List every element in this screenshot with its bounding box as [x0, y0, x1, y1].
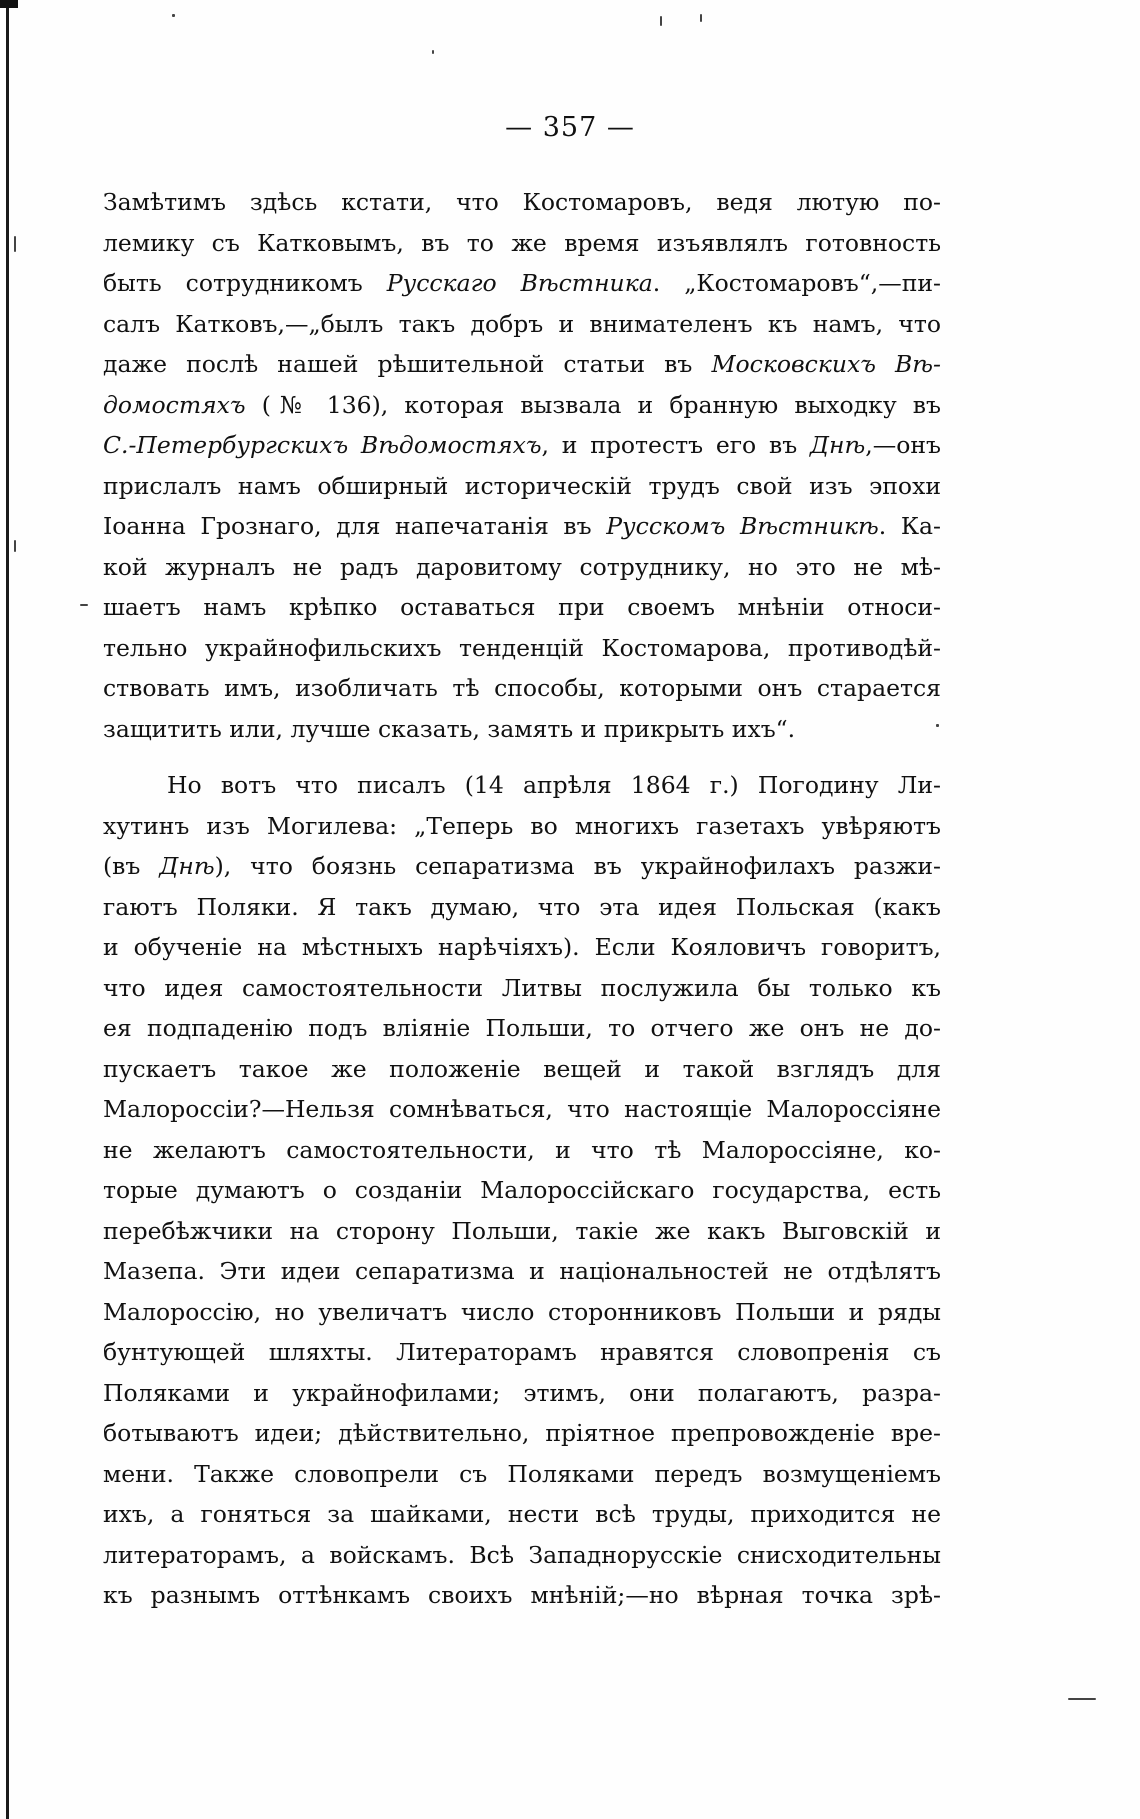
text-segment: ея подпаденію подъ вліяніе Польши, то отчего же онъ не до- [103, 1014, 941, 1042]
text-segment: не желаютъ самостоятельности, и что тѣ Малороссіяне, ко- [103, 1135, 941, 1164]
text-segment: даже послѣ нашей рѣшительной статьи въ [103, 350, 712, 378]
text-segment: Малороссію, но увеличатъ число сторонниковъ Польши и ряды [103, 1297, 941, 1326]
italic-text-segment: Московскихъ Вѣ- [711, 350, 941, 378]
text-segment: перебѣжчики на сторону Польши, такіе же какъ Выговскій и [103, 1216, 941, 1245]
text-line [103, 506, 941, 547]
text-line [103, 846, 941, 887]
text-segment: ), что боязнь сепаратизма въ украйнофилахъ разжи- [214, 852, 941, 880]
text-line [103, 1130, 941, 1171]
text-segment: . „Костомаровъ“,—пи- [652, 269, 941, 297]
text-segment: ствовать имъ, изобличать тѣ способы, которыми онъ старается [103, 674, 941, 702]
corner-mark [0, 0, 18, 8]
text-segment: ,—онъ [865, 431, 941, 459]
italic-text-segment: Русскомъ Вѣстникѣ [606, 512, 879, 540]
text-segment: пускаетъ такое же положеніе вещей и такой взглядъ для [103, 1054, 941, 1083]
text-line [103, 1494, 941, 1535]
body-text [103, 182, 941, 1616]
text-segment: (въ [103, 852, 160, 880]
text-line [103, 587, 941, 628]
page-edge-line [6, 0, 9, 1819]
text-line [103, 223, 941, 264]
text-line [103, 887, 941, 928]
text-segment: и обученіе на мѣстныхъ нарѣчіяхъ). Если Кояловичъ говоритъ, [103, 933, 941, 961]
text-segment: тельно украйнофильскихъ тенденцій Костомарова, противодѣй- [103, 633, 941, 662]
text-segment: къ разнымъ оттѣнкамъ своихъ мнѣній;—но вѣрная точка зрѣ- [103, 1581, 941, 1609]
text-line [103, 1211, 941, 1252]
text-segment: хутинъ изъ Могилева: „Теперь во многихъ газетахъ увѣряютъ [103, 811, 941, 840]
text-line [103, 263, 941, 304]
text-segment: Замѣтимъ здѣсь кстати, что Костомаровъ, ведя лютую по- [103, 188, 941, 216]
page-number: — 357 — [505, 112, 635, 143]
text-line [103, 304, 941, 345]
text-segment: Мазепа. Эти идеи сепаратизма и національностей не отдѣлятъ [103, 1257, 941, 1285]
text-line [103, 466, 941, 507]
text-segment: литераторамъ, а войскамъ. Всѣ Западнорусскіе снисходительны [103, 1540, 941, 1569]
text-segment: . Ка- [878, 512, 941, 540]
speck [14, 540, 16, 552]
text-line [103, 1292, 941, 1333]
text-line [103, 1251, 941, 1292]
text-segment: гаютъ Поляки. Я такъ думаю, что эта идея Польская (какъ [103, 892, 941, 921]
text-line [103, 1535, 941, 1576]
italic-text-segment: Днѣ [809, 431, 866, 459]
text-line [103, 765, 941, 806]
text-line [103, 1413, 941, 1454]
text-segment: мени. Также словопрели съ Поляками передъ возмущеніемъ [103, 1459, 941, 1488]
speck [14, 236, 16, 252]
text-segment: ботываютъ идеи; дѣйствительно, пріятное препровожденіе вре- [103, 1419, 941, 1447]
text-line [103, 968, 941, 1009]
text-line [103, 668, 941, 709]
text-line [103, 344, 941, 385]
text-segment: Іоанна Грознаго, для напечатанія въ [103, 512, 607, 540]
text-line [103, 628, 941, 669]
text-segment: ихъ, а гоняться за шайками, нести всѣ труды, приходится не [103, 1500, 941, 1528]
text-segment: шаетъ намъ крѣпко оставаться при своемъ мнѣніи относи- [103, 593, 941, 621]
text-segment: кой журналъ не радъ даровитому сотруднику, но это не мѣ- [103, 552, 941, 581]
speck [172, 14, 175, 17]
italic-text-segment: Русскаго Вѣстника [386, 269, 653, 297]
text-segment: , и протестъ его въ [541, 431, 810, 459]
text-line [103, 1170, 941, 1211]
text-line [103, 1575, 941, 1616]
text-segment: Малороссіи?—Нельзя сомнѣваться, что настоящіе Малороссіяне [103, 1095, 941, 1123]
text-line [103, 806, 941, 847]
text-segment: торые думаютъ о созданіи Малороссійскаго государства, есть [103, 1176, 941, 1204]
text-line [103, 385, 941, 426]
text-line [103, 1008, 941, 1049]
text-segment: что идея самостоятельности Литвы послужила бы только къ [103, 973, 941, 1002]
text-segment: прислалъ намъ обширный историческій трудъ свой изъ эпохи [103, 471, 941, 500]
text-line [103, 182, 941, 223]
text-line [103, 709, 941, 750]
text-line [103, 1089, 941, 1130]
speck [80, 604, 88, 606]
italic-text-segment: С.-Петербургскихъ Вѣдомостяхъ [103, 431, 542, 459]
text-segment: лемику съ Катковымъ, въ то же время изъявлялъ готовность [103, 228, 941, 257]
italic-text-segment: домостяхъ [103, 390, 246, 419]
speck [432, 50, 434, 54]
text-line [103, 425, 941, 466]
text-line [103, 1049, 941, 1090]
text-segment: защитить или, лучше сказать, замять и прикрыть ихъ“. [103, 714, 796, 743]
italic-text-segment: Днѣ [159, 852, 215, 880]
speck [700, 14, 702, 22]
text-line [103, 547, 941, 588]
text-segment: салъ Катковъ,—„былъ такъ добръ и внимателенъ къ намъ, что [103, 309, 941, 338]
speck [660, 16, 662, 26]
text-segment: быть сотрудникомъ [103, 269, 387, 297]
text-segment: (№ 136), которая вызвала и бранную выходку въ [245, 390, 941, 419]
text-line [103, 927, 941, 968]
text-line [103, 1332, 941, 1373]
text-line [103, 1373, 941, 1414]
text-segment: бунтующей шляхты. Литераторамъ нравятся словопренія съ [103, 1338, 941, 1366]
speck [1068, 1698, 1096, 1700]
text-segment: Но вотъ что писалъ (14 апрѣля 1864 г.) Погодину Ли- [167, 771, 941, 799]
text-line [103, 1454, 941, 1495]
text-segment: Поляками и украйнофилами; этимъ, они полагаютъ, разра- [103, 1378, 941, 1407]
